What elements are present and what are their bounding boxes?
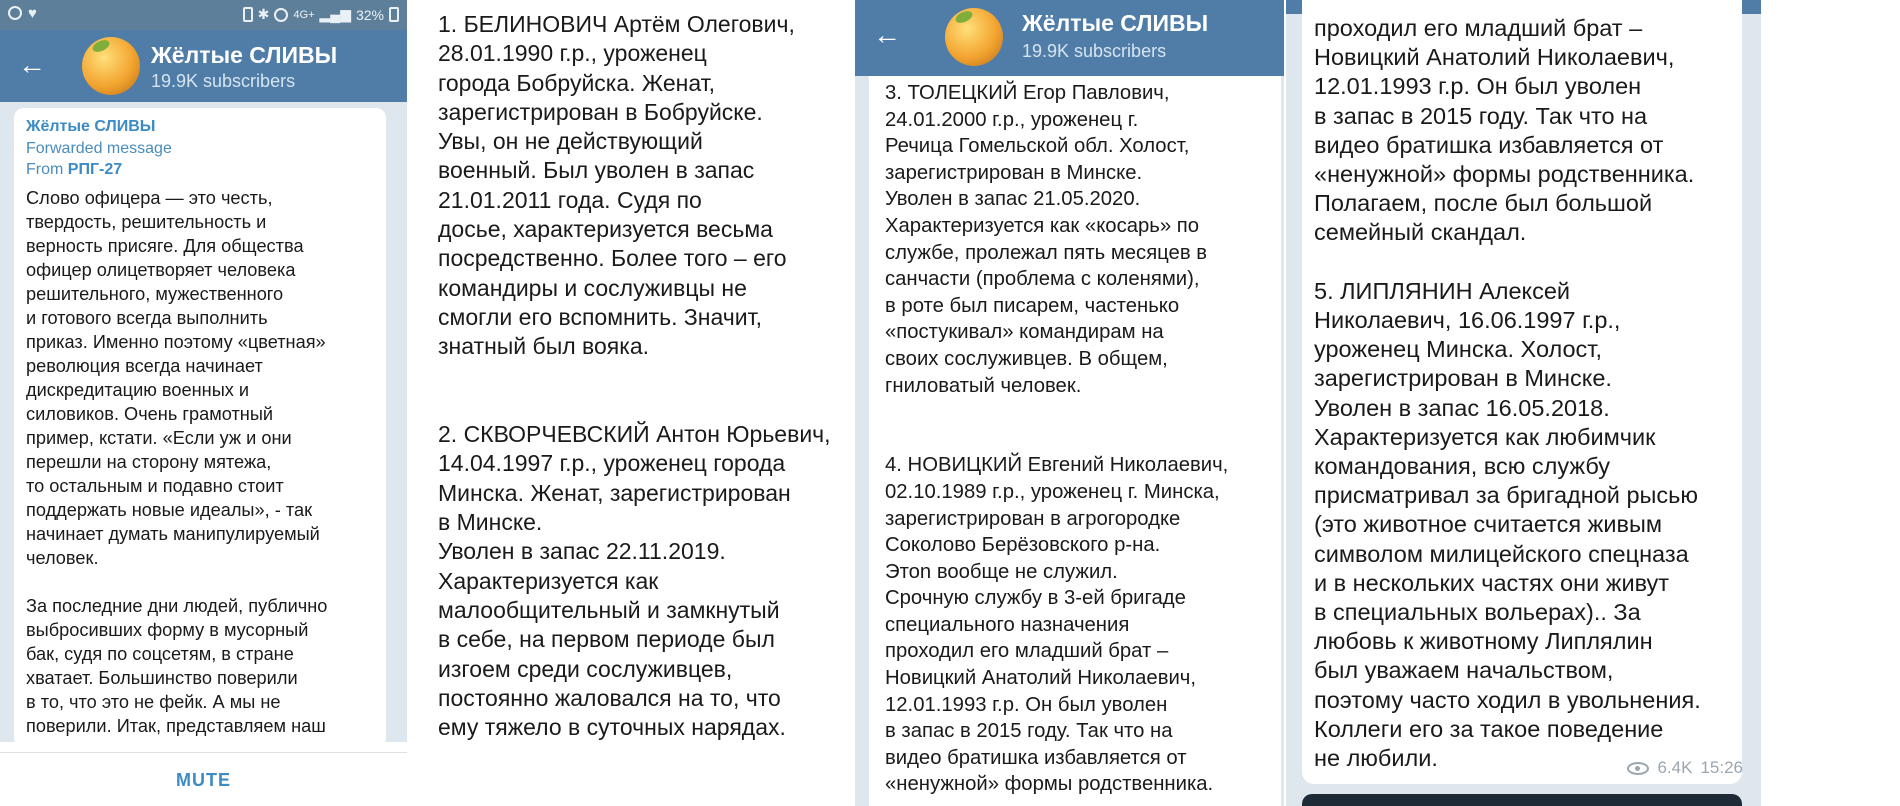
screen-panel-1 [0, 0, 407, 806]
message-author[interactable]: Жёлтые СЛИВЫ [26, 118, 156, 135]
next-message-edge [1302, 794, 1742, 806]
channel-header [855, 0, 1284, 76]
back-arrow-icon[interactable]: ← [18, 49, 46, 80]
message-time: 15:26 [1700, 758, 1743, 777]
battery-percent: 32% [355, 6, 384, 23]
screen-panel-3 [855, 0, 1284, 806]
message-text-part-2: 1. БЕЛИНОВИЧ Артём Олегович, 28.01.1990 г.р., уроженец города Бобруйска. Женат, зарегистрирован в Бобруйске. Увы, он не действующий военный. Был уволен в запас 21.01.2011 года. Судя по досье, характеризуется весьма посредственно. Более того – его командиры и сослуживцы не смогли его вспомнить. Значит, знатный был вояка. 2. СКВОРЧЕВСКИЙ Антон Юрьевич, 14.04.1997 г.р., уроженец города Минска. Женат, зарегистрирован в Минске. Уволен в запас 22.11.2019. Характеризуется как малообщительный и замкнутый в себе, на первом периоде был изгоем среди сослуживцев, постоянно жаловался на то, что ему тяжело в суточных нарядах. [438, 11, 831, 741]
status-bar [0, 0, 407, 30]
heart-icon: ♥ [28, 5, 37, 22]
back-arrow-icon[interactable]: ← [873, 19, 901, 50]
from-prefix: From [26, 161, 68, 178]
message-text: Слово офицера — это честь, твердость, решительность и верность присяге. Для общества офицер олицетворяет человека решительного, мужественного и готового всегда выполнить приказ. Именно поэтому «цветная» революция всегда начинает дискредитацию военных и силовиков. Очень грамотный пример, кстати. «Если уж и они перешли на сторону мятежа, то остальным и подавно стоит поддержать новые идеалы», - так начинает думать манипулируемый человек. За последние дни людей, публично выбросивших форму в мусорный бак, судя по соцсетям, в стране хватает. Большинство поверили в то, что это не фейк. А мы не поверили. Итак, представляем наш [26, 188, 328, 736]
from-name[interactable]: РПГ-27 [67, 161, 123, 178]
channel-avatar[interactable] [945, 8, 1003, 66]
screen-panel-2 [424, 0, 853, 806]
eye-icon [1627, 762, 1649, 775]
forwarded-from[interactable] [26, 159, 374, 180]
network-type: 4G+ [293, 8, 315, 21]
subscriber-count: 19.9K subscribers [1022, 41, 1167, 61]
signal-icon: ▂▄▆ [319, 6, 351, 22]
message-text-part-3: 3. ТОЛЕЦКИЙ Егор Павлович, 24.01.2000 г.р., уроженец г. Речица Гомельской обл. Холост, зарегистрирован в Минске. Уволен в запас 21.05.2020. Характеризуется как «косарь» по службе, пролежал пять месяцев в санчасти (проблема с коленями), в роте был писарем, частенько «постукивал» командирам на своих сослуживцев. В общем, гниловатый человек. 4. НОВИЦКИЙ Евгений Николаевич, 02.10.1989 г.р., уроженец г. Минска, зарегистрирован в агрогородке Соколово Берёзовского р-на. Этоn вообще не служил. Срочную службу в 3-ей бригаде специального назначения проходил его младший брат – Новицкий Анатолий Николаевич, 12.01.1993 г.р. Он был уволен в запас в 2015 году. Так что на видео братишка избавляется от «ненужной» формы родственника. [885, 82, 1229, 796]
battery-icon [389, 7, 399, 22]
subscriber-count: 19.9K subscribers [151, 71, 296, 91]
whatsapp-icon [8, 6, 22, 20]
message-text-part-4: проходил его младший брат – Новицкий Анатолий Николаевич, 12.01.1993 г.р. Он был уволен в запас в 2015 году. Так что на видео братишка избавляется от «ненужной» формы родственника. Полагаем, после был большой семейный скандал. 5. ЛИПЛЯНИН Алексей Николаевич, 16.06.1997 г.р., уроженец Минска. Холост, зарегистрирован в Минске. Уволен в запас 16.05.2018. Характеризуется как любимчик командования, всю службу присматривал за бригадной рысью (это животное считается живым символом милицейского спецназа и в нескольких частях они живут в специальных вольерах).. За любовь к животному Липлялин был уважаем начальством, поэтому часто ходил в увольнения. Коллеги его за такое поведение не любили. [1314, 15, 1701, 772]
battery-saver-icon [243, 7, 253, 22]
channel-header [0, 30, 407, 102]
bluetooth-icon: ✱ [257, 6, 270, 22]
bottom-bar [0, 752, 407, 806]
channel-title[interactable]: Жёлтые СЛИВЫ [1022, 10, 1209, 36]
channel-title[interactable]: Жёлтые СЛИВЫ [151, 42, 338, 68]
screen-panel-4 [1286, 0, 1761, 806]
message-bubble[interactable] [14, 108, 386, 748]
mute-button[interactable]: MUTE [176, 770, 231, 790]
forwarded-label: Forwarded message [26, 140, 172, 157]
message-meta [1627, 758, 1743, 778]
alarm-icon [274, 8, 288, 22]
view-count: 6.4K [1657, 758, 1693, 777]
chat-area[interactable] [0, 102, 407, 742]
channel-avatar[interactable] [82, 37, 140, 95]
